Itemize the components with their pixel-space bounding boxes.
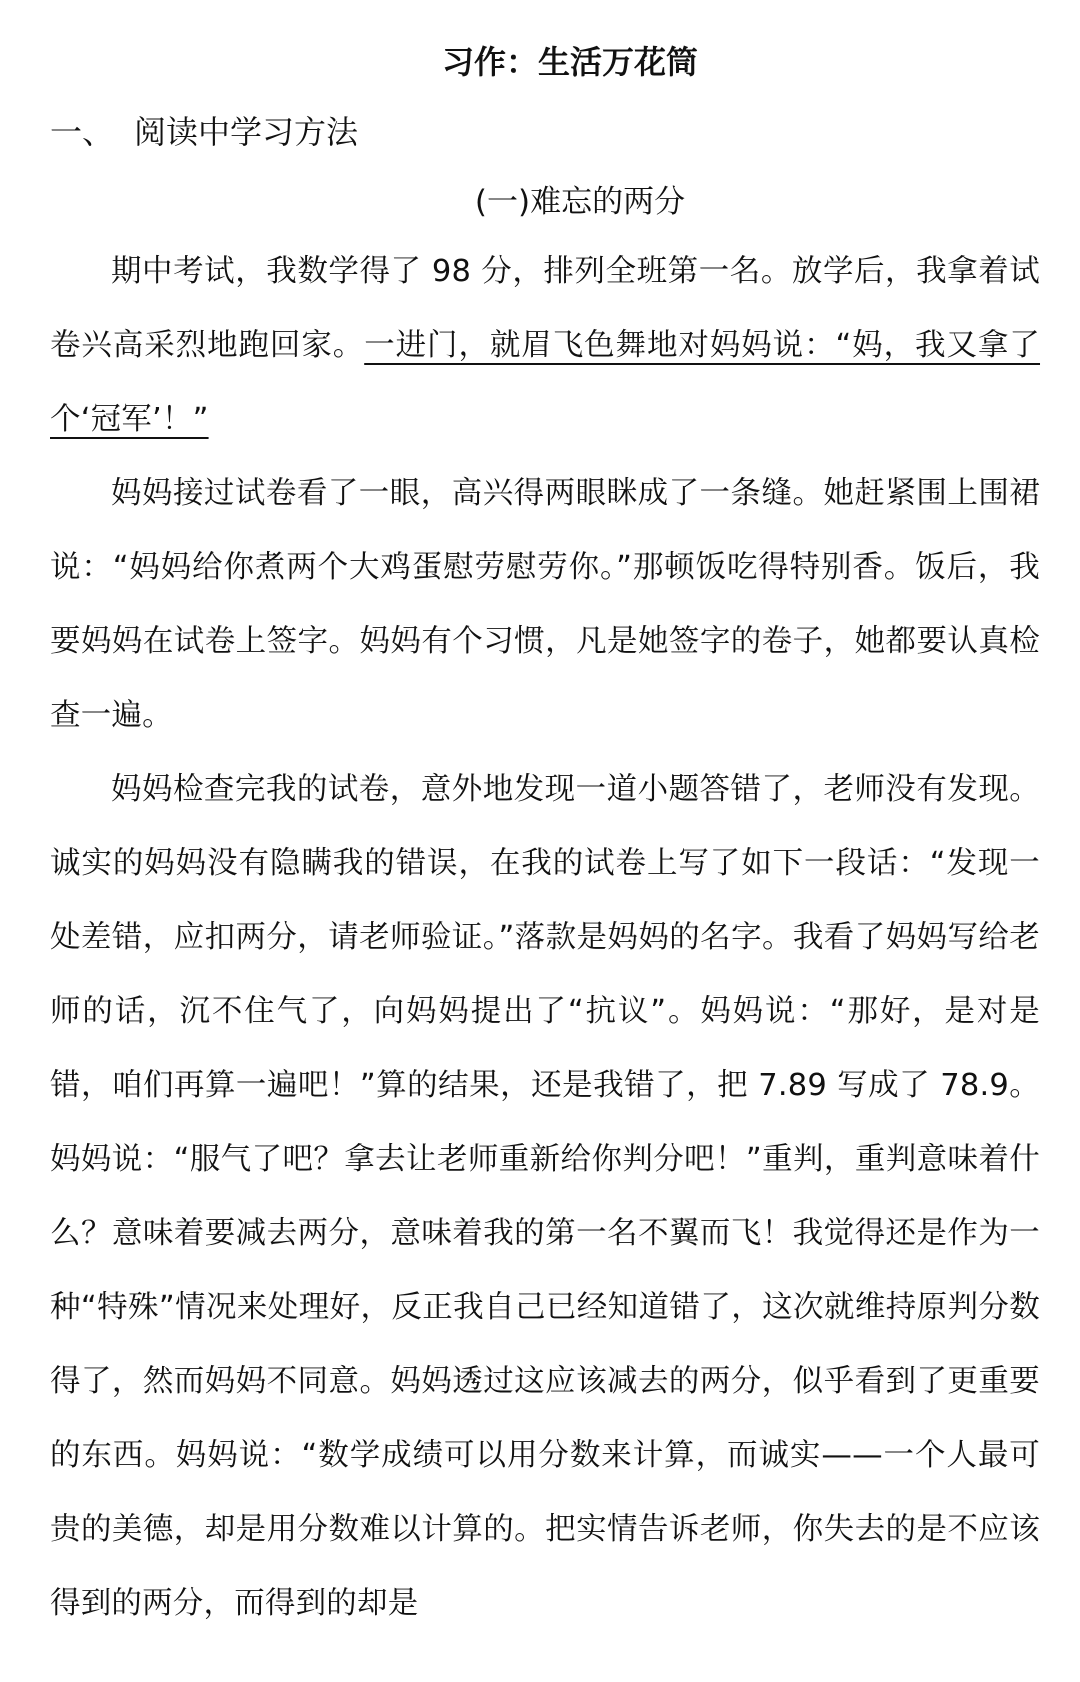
underlined-sentence: 一进门，就眉飞色舞地对妈妈说：“妈，我又拿了个‘冠军’！”	[50, 328, 1041, 437]
document-page	[50, 38, 1040, 1641]
document-title: 习作：生活万花筒	[441, 43, 698, 81]
paragraph: 妈妈接过试卷看了一眼，高兴得两眼眯成了一条缝。她赶紧围上围裙说：“妈妈给你煮两个大鸡蛋慰劳慰劳你。”那顿饭吃得特别香。饭后，我要妈妈在试卷上签字。妈妈有个习惯，凡是她签字的卷子，她都要认真检查一遍。	[50, 476, 1040, 733]
paragraph	[50, 235, 1040, 457]
article-title: (一)难忘的两分	[474, 184, 686, 220]
paragraph: 妈妈检查完我的试卷，意外地发现一道小题答错了，老师没有发现。诚实的妈妈没有隐瞒我的错误，在我的试卷上写了如下一段话：“发现一处差错，应扣两分，请老师验证。”落款是妈妈的名字。我看了妈妈写给老师的话，沉不住气了，向妈妈提出了“抗议”。妈妈说：“那好，是对是错，咱们再算一遍吧！”算的结果，还是我错了，把 7.89 写成了 78.9。妈妈说：“服气了吧？拿去让老师重新给你判分吧！”重判，重判意味着什么？意味着要减去两分，意味着我的第一名不翼而飞！我觉得还是作为一种“特殊”情况来处理好，反正我自己已经知道错了，这次就维持原判分数得了，然而妈妈不同意。妈妈透过这应该减去的两分，似乎看到了更重要的东西。妈妈说：“数学成绩可以用分数来计算，而诚实——一个人最可贵的美德，却是用分数难以计算的。把实情告诉老师，你失去的是不应该得到的两分，而得到的却是	[50, 772, 1040, 1621]
article-body	[50, 235, 1040, 1641]
paragraph-text: 期中考试，我数学得了 98 分，排列全班第一名。放学后，我拿着试卷兴高采烈地跑回家。	[50, 254, 1040, 363]
section-number: 一、	[50, 113, 115, 151]
section-heading-text: 阅读中学习方法	[134, 113, 359, 151]
section-heading	[50, 108, 1040, 156]
